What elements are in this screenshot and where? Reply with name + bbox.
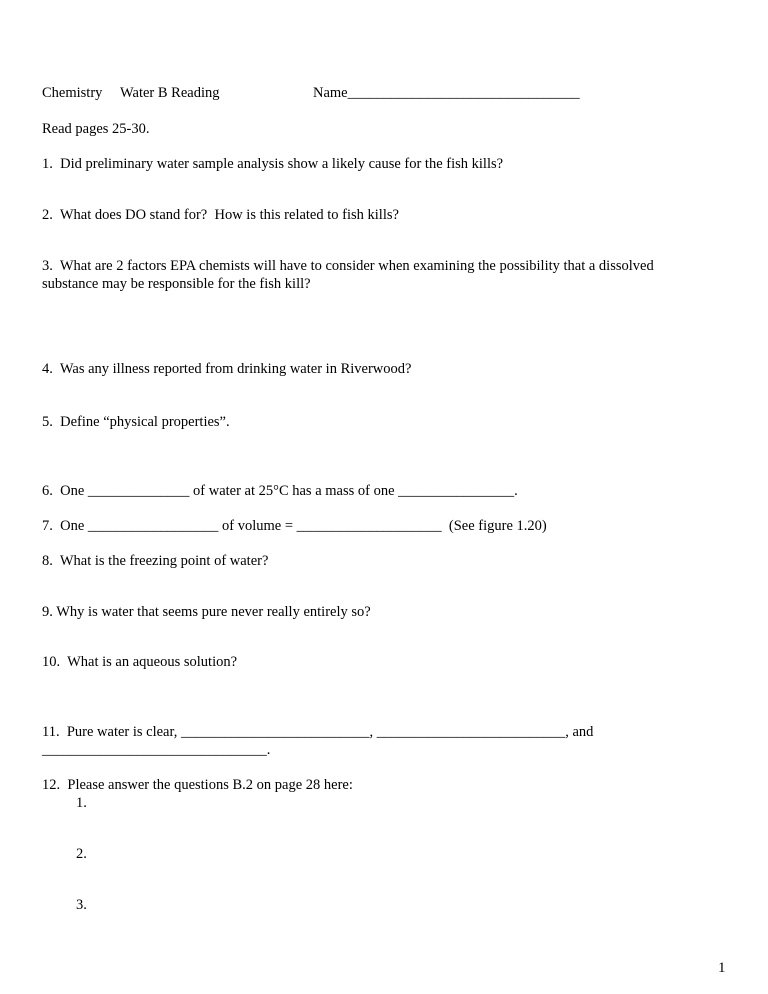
question-7: 7. One __________________ of volume = ____________________ (See figure 1.20) <box>42 518 547 534</box>
question-12-sub-1: 1. <box>76 795 87 811</box>
question-1: 1. Did preliminary water sample analysis show a likely cause for the fish kills? <box>42 156 504 172</box>
question-10: 10. What is an aqueous solution? <box>42 654 238 670</box>
question-3-line-2: substance may be responsible for the fish kill? <box>42 276 311 292</box>
question-11-line-1: 11. Pure water is clear, __________________________, __________________________, and <box>42 724 594 740</box>
question-12-sub-3: 3. <box>76 897 87 913</box>
question-12-sub-2: 2. <box>76 846 87 862</box>
name-field[interactable]: Name________________________________ <box>313 85 580 101</box>
course-label: Chemistry <box>42 85 103 101</box>
question-2: 2. What does DO stand for? How is this related to fish kills? <box>42 207 399 223</box>
question-12: 12. Please answer the questions B.2 on page 28 here: <box>42 777 353 793</box>
question-3-line-1: 3. What are 2 factors EPA chemists will have to consider when examining the possibility that a dissolved <box>42 258 654 274</box>
question-6: 6. One ______________ of water at 25°C has a mass of one ________________. <box>42 483 518 499</box>
question-9: 9. Why is water that seems pure never really entirely so? <box>42 604 371 620</box>
assignment-title: Water B Reading <box>120 85 220 101</box>
question-4: 4. Was any illness reported from drinking water in Riverwood? <box>42 361 412 377</box>
question-8: 8. What is the freezing point of water? <box>42 553 269 569</box>
question-5: 5. Define “physical properties”. <box>42 414 230 430</box>
page-number: 1 <box>718 960 726 976</box>
question-11-line-2: _______________________________. <box>42 742 271 758</box>
reading-instructions: Read pages 25-30. <box>42 121 150 137</box>
